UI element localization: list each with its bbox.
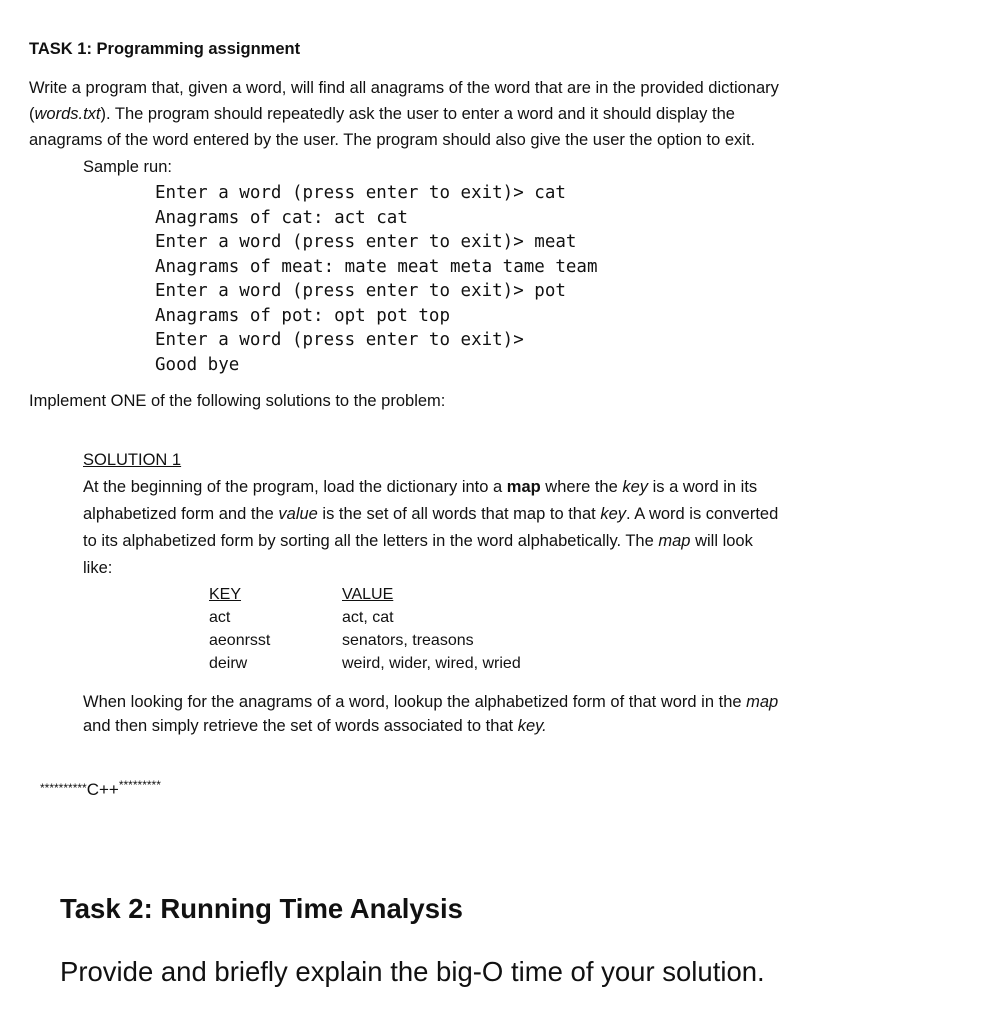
italic-term: map <box>658 532 691 550</box>
intro-text: Write a program that, given a word, will find all anagrams of the word that are in the provided dictionary <box>29 79 779 97</box>
sample-run-line: Enter a word (press enter to exit)> cat <box>155 183 566 203</box>
italic-term: map <box>746 693 779 711</box>
map-key-header: KEY <box>209 586 242 603</box>
task2-body: Provide and briefly explain the big-O time of your solution. <box>60 956 765 987</box>
sample-run-label: Sample run: <box>83 158 172 176</box>
task1-title: TASK 1: Programming assignment <box>29 40 301 58</box>
text: like: <box>83 559 113 577</box>
italic-term: key. <box>517 717 547 735</box>
text: alphabetized form and the <box>83 505 279 523</box>
solution1-para-line-1 <box>83 474 757 501</box>
stars-right: ********* <box>118 778 161 792</box>
text: is the set of all words that map to that <box>317 505 601 523</box>
intro-text: ). The program should repeatedly ask the user to enter a word and it should display the <box>100 105 735 123</box>
map-row-key: deirw <box>209 655 248 672</box>
text: When looking for the anagrams of a word, lookup the alphabetized form of that word in the <box>83 693 747 711</box>
sample-run-line: Good bye <box>155 355 240 375</box>
intro-text: ( <box>29 105 35 123</box>
sample-run-line: Enter a word (press enter to exit)> pot <box>155 281 566 301</box>
italic-term: value <box>278 505 318 523</box>
map-row-value: senators, treasons <box>342 632 474 649</box>
text: At the beginning of the program, load the dictionary into a <box>83 478 507 496</box>
implement-instruction: Implement ONE of the following solutions to the problem: <box>29 392 446 410</box>
map-row-key: aeonrsst <box>209 632 271 649</box>
sample-run-line: Anagrams of cat: act cat <box>155 208 408 228</box>
solution1-para2-line-2 <box>83 713 547 740</box>
map-row-value: weird, wider, wired, wried <box>342 655 521 672</box>
solution1-para2-line-1 <box>83 689 778 716</box>
intro-text: anagrams of the word entered by the user. The program should also give the user the option to exit. <box>29 131 756 149</box>
text: and then simply retrieve the set of words associated to that <box>83 717 518 735</box>
text: where the <box>540 478 623 496</box>
solution1-para-line-3 <box>83 528 753 555</box>
language-label: C++ <box>86 780 119 799</box>
language-marker <box>40 778 161 800</box>
text: to its alphabetized form by sorting all the letters in the word alphabetically. The <box>83 532 659 550</box>
sample-run-line: Anagrams of pot: opt pot top <box>155 306 451 326</box>
solution1-para-line-2 <box>83 501 778 528</box>
stars-left: ********** <box>40 781 87 795</box>
text: will look <box>690 532 753 550</box>
task1-intro-line-1 <box>29 75 779 101</box>
sample-run-line: Enter a word (press enter to exit)> meat <box>155 232 577 252</box>
bold-term: map <box>506 478 541 496</box>
task1-intro-line-2 <box>29 101 735 127</box>
task2-title: Task 2: Running Time Analysis <box>60 893 463 924</box>
map-value-header: VALUE <box>342 586 394 603</box>
sample-run-line: Enter a word (press enter to exit)> <box>155 330 524 350</box>
text: is a word in its <box>648 478 758 496</box>
italic-term: key <box>622 478 649 496</box>
solution1-heading: SOLUTION 1 <box>83 451 182 469</box>
text: . A word is converted <box>626 505 779 523</box>
map-row-key: act <box>209 609 231 626</box>
sample-run-line: Anagrams of meat: mate meat meta tame team <box>155 257 598 277</box>
task1-intro-line-3 <box>29 127 755 153</box>
solution1-para-line-4 <box>83 555 112 582</box>
italic-term: key <box>600 505 627 523</box>
map-row-value: act, cat <box>342 609 394 626</box>
filename: words.txt <box>34 105 101 123</box>
